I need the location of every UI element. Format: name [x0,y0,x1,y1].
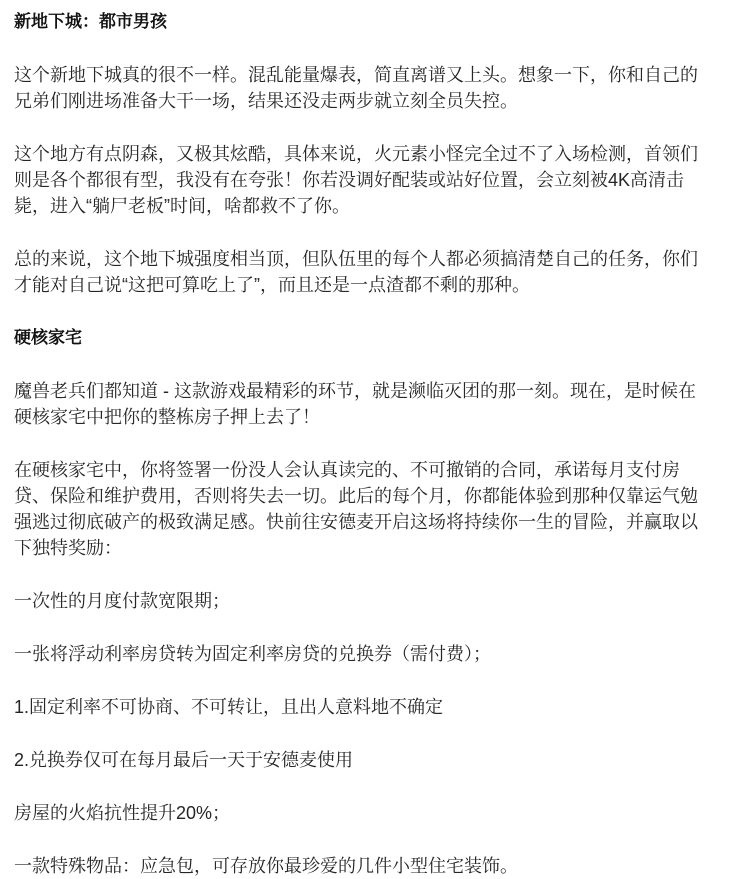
section-heading-hardcore-housing: 硬核家宅 [14,328,82,347]
paragraph: 魔兽老兵们都知道 - 这款游戏最精彩的环节，就是濒临灭团的那一刻。现在，是时候在硬核家宅中把你的整栋房子押上去了！ [14,381,696,427]
paragraph reward-note: 2.兑换券仅可在每月最后一天于安德麦使用 [14,750,354,770]
paragraph: 这个新地下城真的很不一样。混乱能量爆表，简直离谱又上头。想象一下，你和自己的兄弟们刚进场准备大干一场，结果还没走两步就立刻全员失控。 [14,65,698,111]
section-heading-new-dungeon: 新地下城：都市男孩 [14,12,167,31]
paragraph reward-line: 一次性的月度付款宽限期； [14,591,230,611]
paragraph reward-line: 房屋的火焰抗性提升20%； [14,803,231,823]
paragraph: 这个地方有点阴森，又极其炫酷，具体来说，火元素小怪完全过不了入场检测，首领们则是各个都很有型，我没有在夸张！你若没调好配装或站好位置，会立刻被4K高清击毙，进入“躺尸老板”时间，啥都救不了你。 [14,144,698,216]
paragraph: 总的来说，这个地下城强度相当顶，但队伍里的每个人都必须搞清楚自己的任务，你们才能对自己说“这把可算吃上了”，而且还是一点渣都不剩的那种。 [14,249,698,295]
paragraph reward-note: 1.固定利率不可协商、不可转让，且出人意料地不确定 [14,697,444,717]
paragraph reward-line: 一张将浮动利率房贷转为固定利率房贷的兑换券（需付费）； [14,644,491,664]
paragraph reward-line: 一款特殊物品：应急包，可存放你最珍爱的几件小型住宅装饰。 [14,856,518,876]
paragraph: 在硬核家宅中，你将签署一份没人会认真读完的、不可撤销的合同，承诺每月支付房贷、保险和维护费用，否则将失去一切。此后的每个月，你都能体验到那种仅靠运气勉强逃过彻底破产的极致满足感。快前往安德麦开启这场将持续你一生的冒险，并赢取以下独特奖励： [14,460,698,558]
